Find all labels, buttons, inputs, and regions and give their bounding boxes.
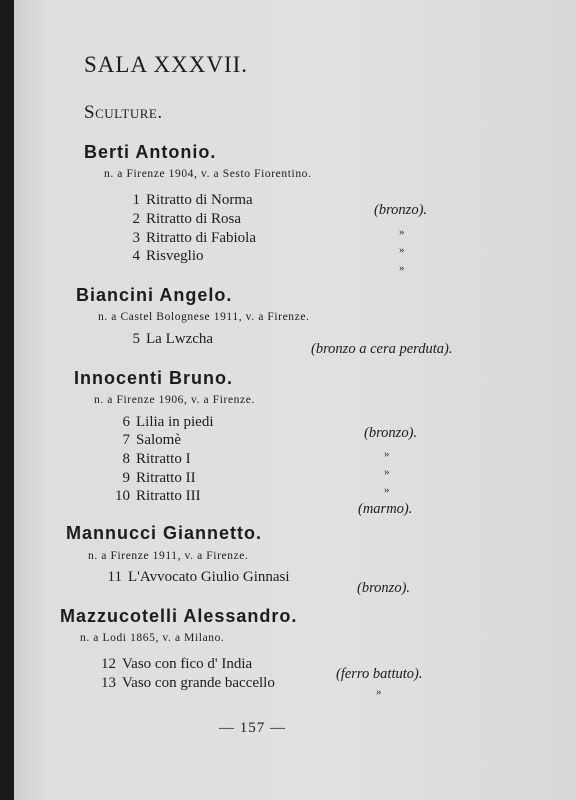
artist-name: Mannucci Giannetto. [66,523,263,543]
artist-bio: n. a Lodi 1865, v. a Milano. [80,632,225,644]
catalog-item: 11 L'Avvocato Giulio Ginnasi [107,569,290,585]
material-label: (bronzo). [357,580,411,596]
catalog-item: 9 Ritratto II [122,470,196,486]
artist-name: Mazzucotelli Alessandro. [60,606,298,626]
catalog-page [14,0,576,800]
catalog-item: 3 Ritratto di Fabiola [132,230,256,246]
artist-name: Innocenti Bruno. [74,368,233,388]
ditto-mark: » [384,466,390,478]
artist-bio: n. a Firenze 1906, v. a Firenze. [94,394,255,406]
catalog-item: 5 La Lwzcha [132,331,214,347]
ditto-mark: » [399,226,405,238]
material-label: (bronzo). [374,202,428,218]
ditto-mark: » [384,448,390,460]
ditto-mark: » [399,244,405,256]
artist-name: Berti Antonio. [84,142,217,162]
material-label: (marmo). [358,501,413,517]
artist-bio: n. a Castel Bolognese 1911, v. a Firenze. [98,311,310,323]
ditto-mark: » [399,262,405,274]
catalog-item: 10 Ritratto III [115,488,201,504]
artist-bio: n. a Firenze 1911, v. a Firenze. [88,550,249,562]
catalog-item: 7 Salomè [122,432,181,448]
section-heading: Sculture. [84,102,163,123]
page-number: — 157 — [219,720,286,736]
room-title: SALA XXXVII. [84,52,249,77]
material-label: (ferro battuto). [336,666,423,682]
catalog-item: 4 Risveglio [132,248,204,264]
ditto-mark: » [384,484,390,496]
book-spine [0,0,14,800]
catalog-item: 13 Vaso con grande baccello [101,675,275,691]
ditto-mark: » [376,686,382,698]
artist-bio: n. a Firenze 1904, v. a Sesto Fiorentino. [104,168,312,180]
catalog-item: 12 Vaso con fico d' India [101,656,253,672]
material-label: (bronzo a cera perduta). [311,341,453,357]
catalog-item: 1 Ritratto di Norma [132,192,253,208]
catalog-item: 2 Ritratto di Rosa [132,211,241,227]
material-label: (bronzo). [364,425,418,441]
catalog-item: 6 Lilia in piedi [122,414,214,430]
catalog-item: 8 Ritratto I [122,451,191,467]
artist-name: Biancini Angelo. [76,285,233,305]
